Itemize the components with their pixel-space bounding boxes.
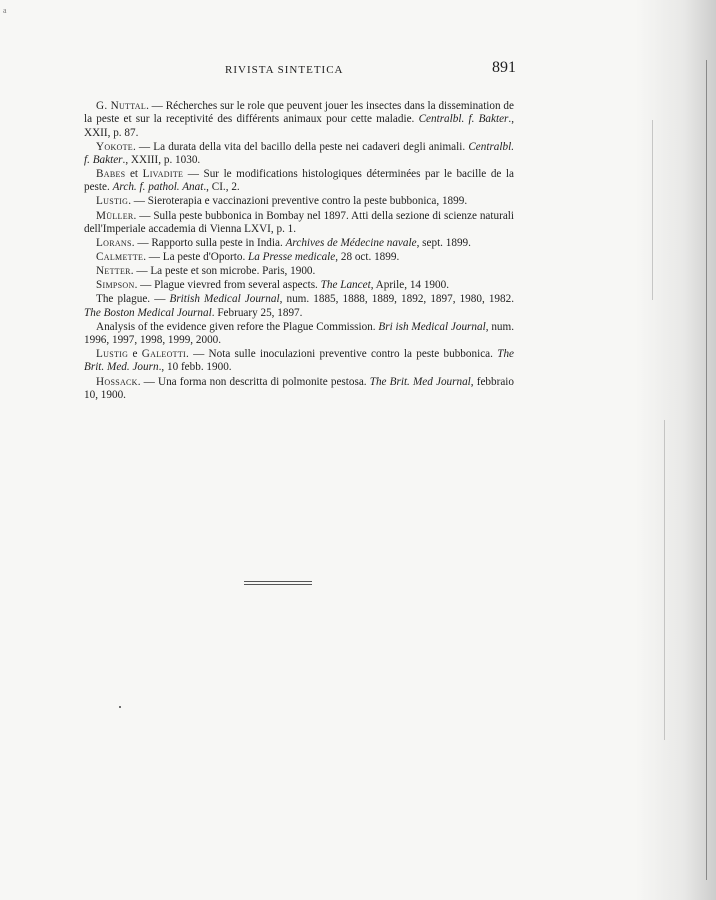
- reference-text: . — La durata della vita del bacillo della peste nei cadaveri degli animali.: [133, 140, 469, 153]
- reference-text: . — Plague vievred from several aspects.: [134, 279, 321, 292]
- author-name: Lustig: [96, 348, 129, 361]
- reference-entry: [84, 321, 514, 348]
- journal-title: British Medical Journal: [169, 293, 280, 306]
- reference-entry: [84, 100, 514, 140]
- reference-text: , num. 1885, 1888, 1889, 1892, 1897, 1980, 1982.: [279, 293, 515, 306]
- reference-text: et: [125, 168, 143, 181]
- reference-text: — Sur le modifications histologiques déterminées par le bacille de la peste.: [84, 168, 514, 194]
- reference-entry: [84, 168, 514, 195]
- reference-text: , 28 oct. 1899.: [335, 251, 400, 264]
- page-number: 891: [492, 59, 516, 76]
- reference-text: , num. 1996, 1997, 1998, 1999, 2000.: [84, 320, 514, 347]
- closing-rule-bottom: [244, 584, 312, 585]
- author-name: G. Nuttal: [96, 100, 147, 112]
- reference-text: The plague. —: [96, 293, 170, 306]
- reference-text: . — Récherches sur le role que peuvent jouer les insectes dans la dissemination de la peste et sur la receptivité des différents animaux pour cette maladie.: [84, 100, 514, 126]
- author-name: Galeotti: [141, 348, 186, 361]
- reference-text: . February 25, 1897.: [211, 306, 303, 319]
- reference-text: . — La peste et son microbe. Paris, 1900.: [130, 265, 316, 278]
- edge-mark: a: [3, 6, 7, 15]
- author-name: Livadite: [142, 168, 184, 181]
- journal-title: The Lancet: [320, 279, 371, 292]
- author-name: Babes: [96, 168, 126, 181]
- reference-entry: [84, 251, 514, 264]
- journal-title: Arch. f. pathol. Anat: [112, 181, 204, 194]
- journal-title: La Presse medicale: [248, 251, 336, 264]
- reference-text: ., XXIII, p. 1030.: [122, 153, 201, 166]
- scan-streak: [652, 120, 653, 300]
- author-name: Lustig: [96, 195, 129, 208]
- bibliography-list: [84, 100, 514, 403]
- reference-entry: [84, 279, 514, 292]
- journal-title: Centralbl. f. Bakter: [418, 113, 509, 126]
- author-name: Hossack: [96, 375, 138, 388]
- reference-text: , febbraio 10, 1900.: [84, 375, 514, 401]
- journal-title: Centralbl. f. Bakter: [84, 140, 514, 166]
- author-name: Netter: [96, 265, 131, 278]
- reference-text: . — Una forma non descritta di polmonite pestosa.: [137, 375, 370, 388]
- scan-streak: [664, 420, 665, 740]
- reference-entry: [84, 195, 514, 208]
- reference-text: . — Sieroterapia e vaccinazioni preventive contro la peste bubbonica, 1899.: [128, 195, 468, 208]
- journal-title: The Brit. Med Journal: [369, 375, 471, 388]
- reference-entry: [84, 348, 514, 375]
- reference-entry: [84, 293, 514, 320]
- author-name: Lorans: [96, 236, 132, 249]
- reference-entry: [84, 265, 514, 278]
- reference-text: . — Rapporto sulla peste in India.: [131, 236, 286, 249]
- reference-text: , sept. 1899.: [416, 236, 471, 249]
- scan-edge-shadow: [636, 0, 716, 900]
- journal-title: Archives de Médecine navale: [285, 236, 417, 249]
- reference-entry: [84, 210, 514, 237]
- scan-streak: [706, 60, 707, 880]
- journal-title: The Brit. Med. Journ: [84, 348, 514, 374]
- scan-speck: [119, 706, 121, 708]
- reference-entry: [84, 376, 514, 403]
- reference-text: Analysis of the evidence given refore the Plague Commission.: [96, 320, 379, 333]
- author-name: Calmette: [96, 251, 144, 264]
- journal-title: The Boston Medical Journal: [84, 306, 212, 319]
- reference-text: . — Sulla peste bubbonica in Bombay nel 1897. Atti della sezione di scienze naturali dell'Imperiale accademia di Vienna LXVI, p. 1.: [84, 209, 514, 235]
- reference-text: ., XXII, p. 87.: [84, 113, 514, 139]
- reference-text: . — La peste d'Oporto.: [143, 251, 249, 264]
- closing-rule-top: [244, 581, 312, 582]
- reference-entry: [84, 237, 514, 250]
- reference-text: , Aprile, 14 1900.: [370, 279, 449, 292]
- running-title: RIVISTA SINTETICA: [225, 64, 344, 76]
- reference-text: ., 10 febb. 1900.: [158, 361, 232, 374]
- reference-text: e: [128, 348, 142, 361]
- author-name: Simpson: [96, 279, 135, 292]
- reference-text: ., CI., 2.: [203, 181, 240, 194]
- reference-entry: [84, 141, 514, 168]
- journal-title: Bri ish Medical Journal: [378, 320, 486, 333]
- reference-text: . — Nota sulle inoculazioni preventive contro la peste bubbonica.: [185, 348, 498, 361]
- author-name: Yokote: [96, 140, 133, 153]
- author-name: Müller: [96, 209, 134, 222]
